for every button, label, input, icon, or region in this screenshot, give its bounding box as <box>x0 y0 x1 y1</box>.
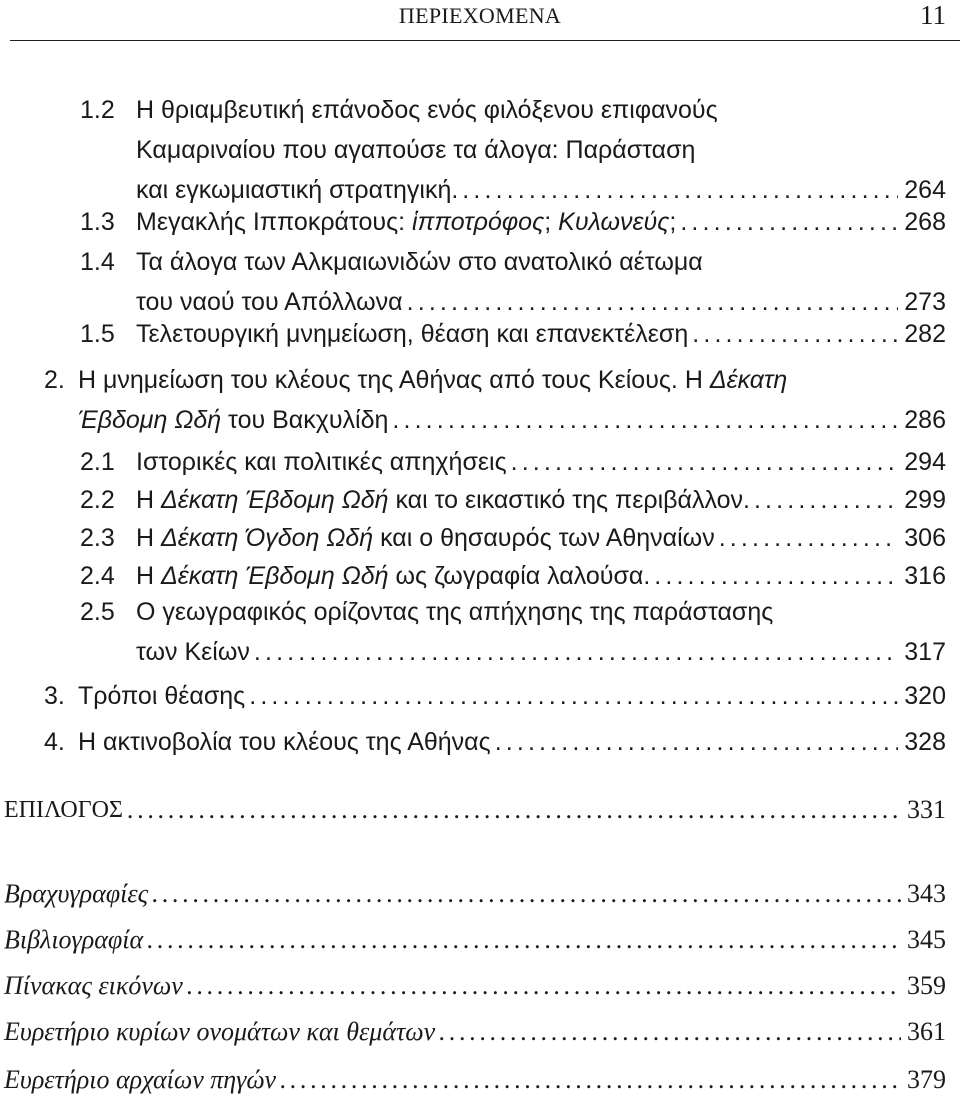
dot-leader <box>249 676 898 716</box>
toc-entry-index-names[interactable] <box>4 1012 946 1052</box>
toc-entry-title: Η Δέκατη Έβδομη Ωδή ως ζωγραφία λαλούσα. <box>136 562 651 590</box>
toc-page-number: 316 <box>904 562 946 590</box>
toc-entry-title: Πίνακας εικόνων <box>4 971 183 1000</box>
page-header <box>0 0 960 42</box>
toc-entry-title: Βραχυγραφίες <box>4 879 149 908</box>
dot-leader <box>719 518 899 558</box>
toc-entry-number: 2.1 <box>80 448 115 476</box>
toc-entry-title: Μεγακλής Ιπποκράτους: ἱπποτρόφος; Κυλωνεύς; <box>136 208 677 236</box>
toc-page-number: 282 <box>904 320 946 348</box>
toc-entry-number: 1.5 <box>80 320 115 348</box>
toc-page-number: 331 <box>907 795 946 824</box>
toc-entry-2[interactable] <box>44 360 946 440</box>
toc-entry-title: Ευρετήριο κυρίων ονομάτων και θεμάτων <box>4 1017 436 1046</box>
toc-entry-number: 2.5 <box>80 598 115 626</box>
toc-entry-abbreviations[interactable] <box>4 874 946 914</box>
dot-leader <box>495 722 899 762</box>
dot-leader <box>511 442 899 482</box>
toc-entry-1-5[interactable] <box>80 314 946 354</box>
toc-page-number: 345 <box>907 925 946 954</box>
toc-entry-epilogue[interactable] <box>4 790 946 830</box>
toc-entry-2-3[interactable] <box>80 518 946 558</box>
toc-page-number: 317 <box>904 638 946 666</box>
toc-entry-index-sources[interactable] <box>4 1060 946 1100</box>
toc-page-number: 359 <box>907 971 946 1000</box>
toc-entry-number: 1.3 <box>80 208 115 236</box>
toc-entry-title: ΕΠΙΛΟΓΟΣ <box>4 797 123 823</box>
toc-page-number: 379 <box>907 1065 946 1094</box>
toc-entry-4[interactable] <box>44 722 946 762</box>
dot-leader <box>754 480 898 520</box>
toc-entry-number: 2.3 <box>80 524 115 552</box>
toc-page-number: 286 <box>904 406 946 434</box>
toc-entry-title-line: του ναού του Απόλλωνα <box>136 288 403 316</box>
toc-entry-title: Η Δέκατη Όγδοη Ωδή και ο θησαυρός των Αθηναίων <box>136 524 715 552</box>
toc-entry-title-line: Τα άλογα των Αλκμαιωνιδών στο ανατολικό αέτωμα <box>136 248 703 276</box>
toc-entry-2-4[interactable] <box>80 556 946 596</box>
toc-page-number: 273 <box>904 288 946 316</box>
toc-entry-number: 3. <box>44 682 65 710</box>
toc-entry-title-line: Η μνημείωση του κλέους της Αθήνας από τους Κείους. Η Δέκατη <box>78 366 788 394</box>
header-rule <box>10 40 960 41</box>
toc-entry-title-line: των Κείων <box>136 638 250 666</box>
toc-entry-number: 2.4 <box>80 562 115 590</box>
dot-leader <box>152 874 901 914</box>
dot-leader <box>280 1060 901 1100</box>
toc-entry-1-2[interactable] <box>80 90 946 210</box>
dot-leader <box>254 632 898 672</box>
toc-entry-title: Ευρετήριο αρχαίων πηγών <box>4 1065 277 1094</box>
toc-entry-title: Ιστορικές και πολιτικές απηχήσεις <box>136 448 507 476</box>
toc-entry-bibliography[interactable] <box>4 920 946 960</box>
toc-entry-number: 2. <box>44 366 65 394</box>
dot-leader <box>392 400 898 440</box>
toc-page-number: 306 <box>904 524 946 552</box>
dot-leader <box>680 202 898 242</box>
toc-page-number: 343 <box>907 879 946 908</box>
toc-entry-title-line: Ο γεωγραφικός ορίζοντας της απήχησης της παράστασης <box>136 598 774 626</box>
toc-page-number: 264 <box>904 176 946 204</box>
toc-entry-title: Τελετουργική μνημείωση, θέαση και επανεκτέλεση <box>136 320 689 348</box>
toc-entry-number: 4. <box>44 728 65 756</box>
dot-leader <box>127 790 901 830</box>
toc-entry-title-line: και εγκωμιαστική στρατηγική. <box>136 176 459 204</box>
toc-entry-number: 1.4 <box>80 248 115 276</box>
page-number: 11 <box>920 0 946 30</box>
toc-entry-1-4[interactable] <box>80 242 946 322</box>
toc-entry-title: Η Δέκατη Έβδομη Ωδή και το εικαστικό της περιβάλλον. <box>136 486 750 514</box>
toc-page-number: 294 <box>904 448 946 476</box>
running-head-title: ΠΕΡΙΕΧΟΜΕΝΑ <box>398 3 562 28</box>
toc-entry-title-line: Η θριαμβευτική επάνοδος ενός φιλόξενου επιφανούς <box>136 96 718 124</box>
dot-leader <box>187 966 901 1006</box>
toc-page-number: 299 <box>904 486 946 514</box>
toc-page-number: 320 <box>904 682 946 710</box>
toc-entry-title: Τρόποι θέασης <box>78 682 246 710</box>
toc-entry-title: Βιβλιογραφία <box>4 925 144 954</box>
dot-leader <box>692 314 898 354</box>
toc-entry-list-of-figures[interactable] <box>4 966 946 1006</box>
toc-entry-2-5[interactable] <box>80 592 946 672</box>
dot-leader <box>147 920 901 960</box>
toc-entry-number: 2.2 <box>80 486 115 514</box>
toc-entry-title-line: Έβδομη Ωδή του Βακχυλίδη <box>78 406 389 434</box>
toc-entry-number: 1.2 <box>80 96 115 124</box>
toc-entry-title: Η ακτινοβολία του κλέους της Αθήνας <box>78 728 491 756</box>
toc-page-number: 268 <box>904 208 946 236</box>
toc-entry-2-2[interactable] <box>80 480 946 520</box>
toc-entry-title-line: Καμαριναίου που αγαπούσε τα άλογα: Παράσταση <box>136 136 696 164</box>
dot-leader <box>439 1012 901 1052</box>
dot-leader <box>654 556 898 596</box>
toc-entry-2-1[interactable] <box>80 442 946 482</box>
toc-page-number: 361 <box>907 1017 946 1046</box>
toc-entry-1-3[interactable] <box>80 202 946 242</box>
toc-entry-3[interactable] <box>44 676 946 716</box>
toc-page-number: 328 <box>904 728 946 756</box>
